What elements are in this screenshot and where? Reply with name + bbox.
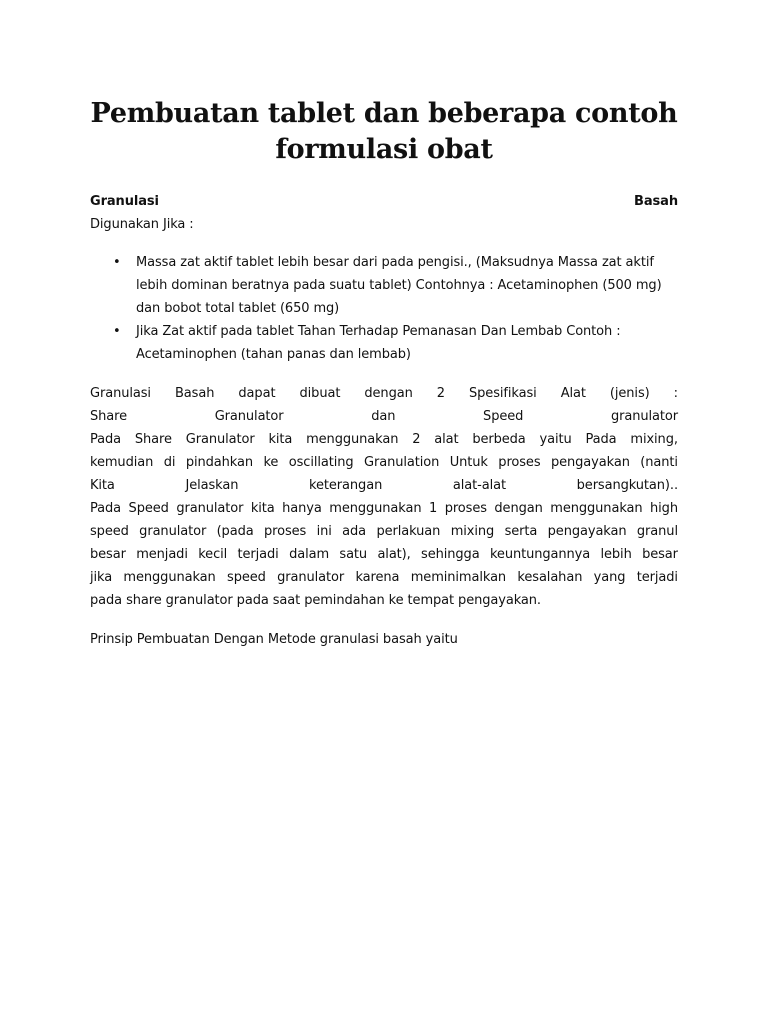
word: menggunakan	[329, 501, 422, 516]
word: kita	[268, 432, 293, 447]
word: Spesifikasi	[469, 386, 537, 401]
word: :	[673, 386, 678, 401]
word: besar	[90, 547, 126, 562]
word: sehingga	[421, 547, 480, 562]
word: granul	[636, 524, 678, 539]
bullet-text: Jika Zat aktif pada tablet Tahan Terhadap Pemanasan Dan Lembab Contoh : Acetaminophen (tahan panas dan lembab)	[136, 324, 621, 362]
para-line	[90, 451, 678, 474]
paragraph-granulasi	[90, 382, 678, 612]
word: Alat	[560, 386, 586, 401]
word: Pada	[90, 501, 122, 516]
heading-right: Basah	[634, 194, 678, 209]
bullet-icon: •	[113, 255, 121, 270]
word: terjadi	[636, 570, 678, 585]
word: oscillating	[288, 455, 354, 470]
para-line	[90, 382, 678, 405]
bullet-icon: •	[113, 324, 121, 339]
word: ada	[342, 524, 367, 539]
document-page	[90, 96, 678, 664]
word: 1	[429, 501, 438, 516]
word: (nanti	[640, 455, 678, 470]
word: hanya	[282, 501, 322, 516]
para-line	[90, 405, 678, 428]
word: Granulation	[364, 455, 440, 470]
word: Pada	[90, 432, 122, 447]
word: granulator	[277, 570, 345, 585]
word: mixing	[450, 524, 495, 539]
word: perlakuan	[376, 524, 441, 539]
word: karena	[355, 570, 400, 585]
word: Share	[90, 409, 128, 424]
word: alat	[434, 432, 459, 447]
word: ke	[263, 455, 279, 470]
word: (pada	[216, 524, 254, 539]
word: dengan	[364, 386, 413, 401]
heading-left: Granulasi	[90, 194, 159, 209]
word: Share	[134, 432, 172, 447]
word: kita	[250, 501, 275, 516]
list-item	[113, 251, 678, 320]
word: kesalahan	[517, 570, 583, 585]
word: 2	[436, 386, 445, 401]
word: high	[650, 501, 678, 516]
bullet-list	[90, 251, 678, 366]
word: pengayakan	[547, 524, 627, 539]
word: di	[163, 455, 176, 470]
para-line-last: pada share granulator pada saat pemindahan ke tempat pengayakan.	[90, 593, 541, 608]
word: mixing,	[630, 432, 678, 447]
para-line	[90, 520, 678, 543]
word: kemudian	[90, 455, 154, 470]
title-line-1: Pembuatan tablet dan beberapa contoh	[90, 98, 678, 129]
word: granulator	[610, 409, 678, 424]
word: dalam	[289, 547, 330, 562]
word: alat-alat	[452, 478, 506, 493]
intro-text: Digunakan Jika :	[90, 217, 194, 232]
word: keuntungannya	[489, 547, 591, 562]
word: (jenis)	[609, 386, 650, 401]
word: yaitu	[539, 432, 572, 447]
word: proses	[263, 524, 307, 539]
word: satu	[339, 547, 368, 562]
word: besar	[642, 547, 678, 562]
word: Untuk	[449, 455, 488, 470]
word: jika	[90, 570, 113, 585]
word: Basah	[174, 386, 215, 401]
word: terjadi	[237, 547, 279, 562]
word: speed	[227, 570, 266, 585]
word: alat),	[377, 547, 411, 562]
word: granulator	[139, 524, 207, 539]
word: serta	[504, 524, 538, 539]
word: berbeda	[472, 432, 526, 447]
word: Speed	[483, 409, 524, 424]
section-heading	[90, 190, 678, 213]
word: menggunakan	[550, 501, 643, 516]
title-line-2: formulasi obat	[275, 134, 493, 165]
word: granulator	[176, 501, 244, 516]
list-item	[113, 320, 678, 366]
para-line	[90, 543, 678, 566]
word: speed	[90, 524, 129, 539]
word: Pada	[585, 432, 617, 447]
word: Jelaskan	[185, 478, 239, 493]
word: ini	[316, 524, 332, 539]
word: Granulator	[214, 409, 284, 424]
word: proses	[444, 501, 487, 516]
word: 2	[412, 432, 421, 447]
word: kecil	[198, 547, 228, 562]
word: pindahkan	[185, 455, 253, 470]
para-line	[90, 497, 678, 520]
word: dan	[371, 409, 396, 424]
word: yang	[593, 570, 626, 585]
word: Granulasi	[90, 386, 151, 401]
word: dibuat	[299, 386, 341, 401]
para-line	[90, 474, 678, 497]
word: keterangan	[309, 478, 383, 493]
word: proses	[498, 455, 541, 470]
para-line	[90, 428, 678, 451]
word: Granulator	[185, 432, 255, 447]
bullet-text: Massa zat aktif tablet lebih besar dari pada pengisi., (Maksudnya Massa zat aktif lebih dominan beratnya pada suatu tablet) Contohnya : Acetaminophen (500 mg) dan bobot total tablet (650 mg)	[136, 255, 662, 316]
word: bersangkutan)..	[576, 478, 678, 493]
word: menjadi	[136, 547, 188, 562]
word: lebih	[600, 547, 632, 562]
prinsip-text: Prinsip Pembuatan Dengan Metode granulasi basah yaitu	[90, 632, 458, 647]
word: dapat	[238, 386, 276, 401]
word: meminimalkan	[410, 570, 507, 585]
document-title	[90, 96, 678, 168]
word: Kita	[90, 478, 115, 493]
word: menggunakan	[306, 432, 399, 447]
word: dengan	[494, 501, 543, 516]
word: Speed	[128, 501, 169, 516]
para-line	[90, 566, 678, 589]
word: menggunakan	[123, 570, 216, 585]
word: pengayakan	[550, 455, 630, 470]
